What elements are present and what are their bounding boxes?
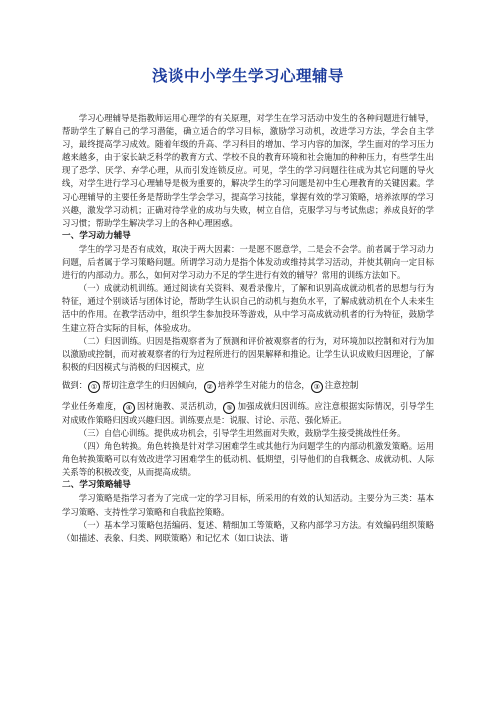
page-title: 浅谈中小学生学习心理辅导 <box>151 67 344 85</box>
section1-paragraph-4: （三）自信心训练。提供成功机会，引导学生坦然面对失败，鼓励学生接受挑战性任务。 <box>78 427 406 438</box>
list-number-2: ② <box>204 381 216 393</box>
attribution-list-line-1: 做到： ① 帮切注意学生的归因倾向， ② 培养学生对能力的信念， ③ 注意控制 <box>62 379 359 391</box>
section2-paragraph-1: 学习策略是指学习者为了完成一定的学习目标，所采用的有效的认知活动。主要分为三类：基本学习策略、支持性学习策略和自我监控策略。 <box>62 493 434 517</box>
section1-paragraph-3: （二）归因训练。归因是指观察者为了预测和评价被观察者的行为，对环境加以控制和对行为加以激励或控制，而对被观察者的行为过程所进行的因果解释和推论。让学生认识成败归因理论，了解积极的归因模式与消极的归因模式，应 <box>62 335 434 372</box>
section2-paragraph-2: （一）基本学习策略包括编码、复述、精细加工等策略，又称内部学习方法。有效编码组织策略（如描述、表象、归类、网联策略）和记忆术（如口诀法、谐 <box>62 519 434 543</box>
section-heading-1: 一、学习动力辅导 <box>62 230 131 241</box>
list-number-1: ① <box>88 381 100 393</box>
list-number-3: ③ <box>311 381 323 393</box>
section1-paragraph-5: （四）角色转换。角色转换是针对学习困难学生或其他行为问题学生的内部动机激发策略。运用角色转换策略可以有效改进学习困难学生的低动机、低期望，引导他们的自我概念、成就动机、人际关系等的积极改变，从而提高成绩。 <box>62 441 434 478</box>
document-body <box>62 112 434 545</box>
section-heading-2: 二、学习策略辅导 <box>62 480 131 491</box>
list-number-5: ⑤ <box>223 402 235 414</box>
attribution-list-line-2: 学业任务难度， ④ 因材施教、灵活机动， ⑤ 加强成就归因训练。应注意根据实际情况，引导学生对成败作策略归因或兴趣归因。训练要点是：说服、讨论、示范、强化矫正。 <box>62 400 435 425</box>
section1-paragraph-1: 学生的学习是否有成效，取决于两大因素：一是愿不愿意学，二是会不会学。前者属于学习动力问题，后者属于学习策略问题。所谓学习动力是指个体发动或维持其学习活动，并使其朝向一定目标进行的内部动力。那么，如何对学习动力不足的学生进行有效的辅导？常用的训练方法如下。 <box>62 243 434 281</box>
section1-paragraph-2: （一）成就动机训练。通过阅读有关资料、观看录像片，了解和识别高成就动机者的思想与行为特征，通过个别谈话与团体讨论，帮助学生认识自己的动机与抱负水平，了解成就动机在个人未来生活中的作用。在教学活动中，组织学生参加投环等游戏，从中学习高成就动机者的行为特征，鼓励学生建立符合实际的目标，体验成功。 <box>62 283 434 333</box>
intro-paragraph: 学习心理辅导是指教师运用心理学的有关原理，对学生在学习活动中发生的各种问题进行辅导，帮助学生了解自己的学习潜能，确立适合的学习目标，激励学习动机，改进学习方法，学会自主学习，最终提高学习成效。随着年级的升高、学习科目的增加、学习内容的加深，学生面对的学习压力越来越多，由于家长缺乏科学的教育方式、学校不良的教育环境和社会施加的种种压力，有些学生出现了恐学、厌学、弃学心理，从而引发连锁反应。可见，学生的学习问题往往成为其它问题的导火线，对学生进行学习心理辅导是极为重要的，解决学生的学习问题是初中生心理教育的关键因素。学习心理辅导的主要任务是帮助学生学会学习，提高学习技能，掌握有效的学习策略，培养浓厚的学习兴趣，激发学习动机；正确对待学业的成功与失败，树立自信，克服学习与考试焦虑；养成良好的学习习惯；帮助学生解决学习上的各种心理困惑。 <box>62 113 434 228</box>
list-number-4: ④ <box>123 402 135 414</box>
